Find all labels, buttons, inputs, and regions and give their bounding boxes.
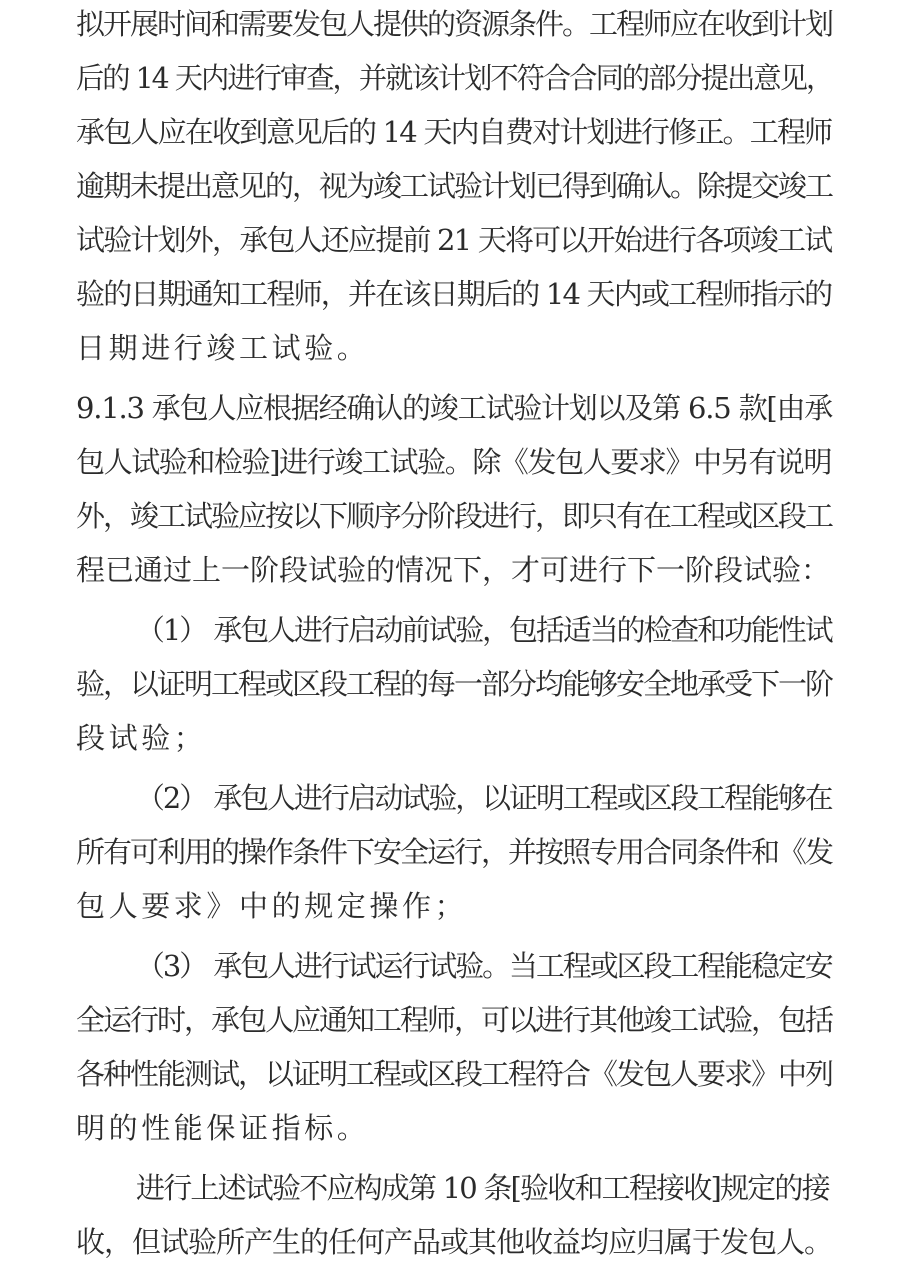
list-item-3-line: （3） 承包人进行试运行试验。当工程或区段工程能稳定安: [136, 949, 832, 983]
text-line: 程已通过上一阶段试验的情况下，才可进行下一阶段试验：: [76, 553, 831, 587]
text-line: 拟开展时间和需要发包人提供的资源条件。工程师应在收到计划: [76, 7, 833, 41]
text-line: 包人要求》中的规定操作；: [76, 889, 468, 923]
text-line: 全运行时，承包人应通知工程师，可以进行其他竣工试验，包括: [76, 1003, 833, 1037]
text-line: 试验计划外，承包人还应提前 21 天将可以开始进行各项竣工试: [76, 223, 832, 257]
text-line: 日期进行竣工试验。: [76, 331, 370, 365]
text-line: 承包人应在收到意见后的 14 天内自费对计划进行修正。工程师: [76, 115, 832, 149]
list-item-2-line: （2） 承包人进行启动试验，以证明工程或区段工程能够在: [136, 781, 832, 815]
text-line: 段试验；: [76, 721, 207, 755]
text-line: 验，以证明工程或区段工程的每一部分均能够安全地承受下一阶: [76, 667, 833, 701]
list-item-1-line: （1） 承包人进行启动前试验，包括适当的检查和功能性试: [136, 613, 832, 647]
text-line: 收，但试验所产生的任何产品或其他收益均应归属于发包人。: [76, 1225, 833, 1259]
text-line: 验的日期通知工程师，并在该日期后的 14 天内或工程师指示的: [76, 277, 832, 311]
text-line: 各种性能测试，以证明工程或区段工程符合《发包人要求》中列: [76, 1057, 833, 1091]
text-line: 后的 14 天内进行审查，并就该计划不符合合同的部分提出意见，: [76, 61, 833, 95]
text-line: 所有可利用的操作条件下安全运行，并按照专用合同条件和《发: [76, 835, 833, 869]
text-line: 逾期未提出意见的，视为竣工试验计划已得到确认。除提交竣工: [76, 169, 833, 203]
clause-heading-line: 9.1.3 承包人应根据经确认的竣工试验计划以及第 6.5 款[由承: [76, 391, 833, 425]
text-line: 明的性能保证指标。: [76, 1111, 370, 1145]
text-line: 包人试验和检验]进行竣工试验。除《发包人要求》中另有说明: [76, 445, 832, 479]
paragraph-line: 进行上述试验不应构成第 10 条[验收和工程接收]规定的接: [136, 1171, 829, 1205]
text-line: 外，竣工试验应按以下顺序分阶段进行，即只有在工程或区段工: [76, 499, 833, 533]
